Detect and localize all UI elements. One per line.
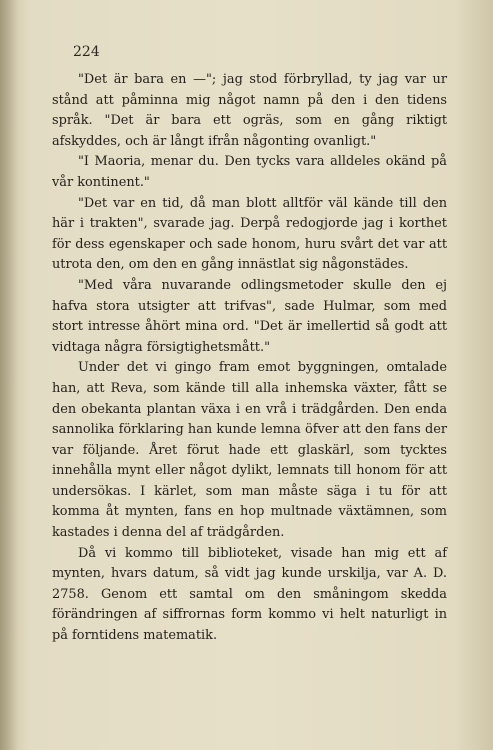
paragraph: Under det vi gingo fram emot byggningen, omtalade han, att Reva, som kände till alla inhemska växter, fått se den obekanta plantan växa i en vrå i trädgården. Den enda sannolika förklaring han kunde lemna öfver att den fans der var följande. Året förut hade ett glaskärl, som tycktes innehålla mynt eller något dylikt, lemnats till honom för att undersökas. I kärlet, som man måste säga i tu för att komma åt mynten, fans en hop multnade växtämnen, som kastades i denna del af trädgården. — [52, 360, 447, 541]
body-text — [52, 70, 447, 647]
page-number: 224 — [73, 44, 100, 60]
paragraph: "Det är bara en —"; jag stod förbryllad, ty jag var ur stånd att påminna mig något namn på den i den tidens språk. "Det är bara ett ogräs, som en gång riktigt afskyddes, och är långt ifrån någonting ovanligt." — [52, 72, 447, 149]
paragraph: "Med våra nuvarande odlingsmetoder skulle den ej hafva stora utsigter att trifvas", sade Hulmar, som med stort intresse åhört mina ord. "Det är imellertid så godt att vidtaga några försigtighetsmått." — [52, 277, 447, 355]
paragraph: "Det var en tid, då man blott alltför väl kände till den här i trakten", svarade jag. Derpå redogjorde jag i korthet för dess egenskaper och sade honom, huru svårt det var att utrota den, om den en gång innästlat sig någonstädes. — [52, 195, 447, 273]
page-edge-shadow — [0, 0, 18, 750]
paragraph: Då vi kommo till biblioteket, visade han mig ett af mynten, hvars datum, så vidt jag kunde urskilja, var A. D. 2758. Genom ett samtal om den småningom skedda förändringen af siffrornas form kommo vi helt naturligt in på forntidens matematik. — [52, 545, 447, 644]
paragraph: "I Maoria, menar du. Den tycks vara alldeles okänd på vår kontinent." — [52, 154, 447, 190]
